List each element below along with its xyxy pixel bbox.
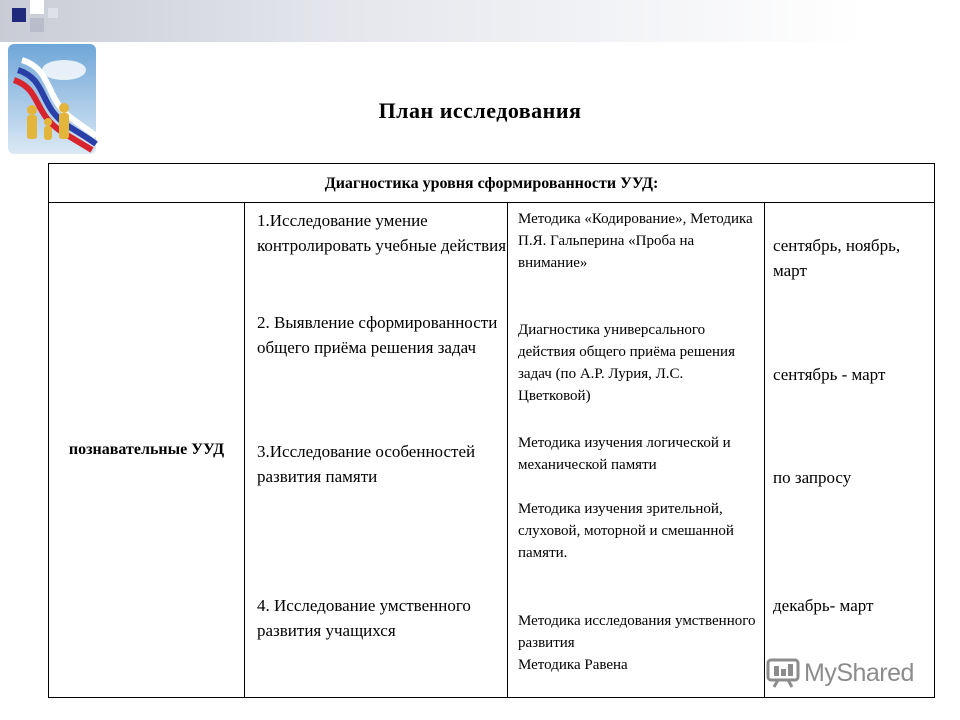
- decor-square: [12, 8, 26, 22]
- column-divider: [507, 203, 508, 697]
- method-item: Диагностика универсального действия общего приёма решения задач (по А.Р. Лурия, Л.С. Цветковой): [518, 322, 735, 404]
- research-item: 1.Исследование умение контролировать учебные действия: [257, 211, 507, 255]
- category-cell: [49, 203, 244, 697]
- column-divider: [244, 203, 245, 697]
- myshared-watermark: [766, 656, 914, 690]
- column-divider: [764, 203, 765, 697]
- date-item: сентябрь - март: [773, 365, 886, 384]
- research-item: 2. Выявление сформированности общего приёма решения задач: [257, 313, 498, 357]
- presentation-icon: [766, 658, 800, 688]
- page-title: План исследования: [378, 98, 582, 123]
- date-item: по запросу: [773, 468, 852, 487]
- method-item: Методика исследования умственного развития: [518, 613, 756, 651]
- research-item: 4. Исследование умственного развития учащихся: [257, 596, 471, 640]
- decor-square: [48, 8, 58, 18]
- method-item: Методика Равена: [518, 657, 628, 673]
- table-header: Диагностика уровня сформированности УУД:: [49, 164, 934, 203]
- watermark-text: MyShared: [804, 658, 914, 687]
- decor-square: [30, 0, 44, 14]
- decor-square: [30, 18, 44, 32]
- date-item: сентябрь, ноябрь, март: [773, 236, 901, 280]
- research-plan-table: [48, 163, 935, 698]
- method-item: Методика изучения зрительной, слуховой, моторной и смешанной памяти.: [518, 501, 734, 561]
- method-item: Методика изучения логической и механической памяти: [518, 435, 731, 473]
- research-item: 3.Исследование особенностей развития памяти: [257, 442, 476, 486]
- category-label: познавательные УУД: [68, 441, 225, 458]
- method-item: Методика «Кодирование», Методика П.Я. Гальперина «Проба на внимание»: [518, 211, 753, 271]
- date-item: декабрь- март: [773, 596, 874, 615]
- top-decorative-band: [0, 0, 960, 42]
